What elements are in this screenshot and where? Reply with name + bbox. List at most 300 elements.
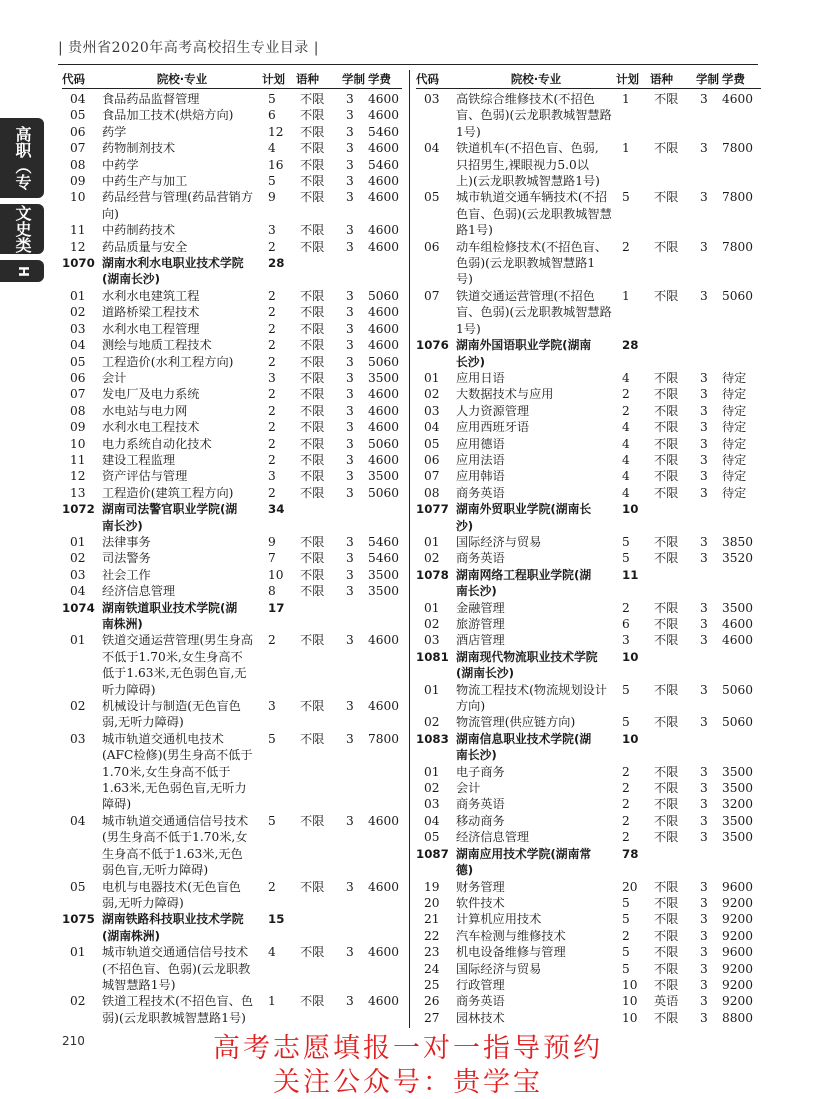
code-cell: 05 — [70, 879, 86, 894]
code-cell: 03 — [424, 633, 440, 648]
lang-cell: 不限 — [300, 452, 325, 467]
fee-cell: 4600 — [368, 338, 400, 353]
code-cell: 05 — [424, 190, 440, 205]
name-cell: 药品质量与安全 — [102, 239, 188, 254]
plan-cell: 5 — [268, 92, 276, 106]
major-row — [416, 977, 761, 993]
lang-cell: 不限 — [654, 961, 679, 976]
code-cell: 19 — [424, 879, 440, 894]
fee-cell: 3500 — [368, 584, 400, 599]
plan-cell: 2 — [268, 288, 276, 303]
fee-cell: 4600 — [368, 879, 400, 894]
duration-cell: 3 — [700, 781, 708, 796]
duration-cell: 3 — [346, 174, 354, 189]
code-cell: 01 — [424, 764, 440, 779]
lang-cell: 不限 — [300, 387, 325, 402]
duration-cell: 3 — [700, 764, 708, 779]
plan-cell: 2 — [622, 928, 630, 943]
name-cell: 药学 — [102, 124, 127, 139]
plan-cell: 5 — [622, 682, 630, 697]
plan-cell: 3 — [268, 699, 276, 714]
lang-cell: 不限 — [300, 141, 325, 156]
major-row — [62, 288, 402, 304]
plan-cell: 1 — [622, 92, 630, 106]
name-cell: 行政管理 — [456, 977, 505, 992]
major-row — [62, 698, 402, 731]
header-title: 贵州省2020年高考高校招生专业目录 — [68, 40, 309, 56]
major-row — [416, 419, 761, 435]
duration-cell — [696, 649, 722, 682]
code-cell: 09 — [70, 420, 86, 435]
major-row — [416, 879, 761, 895]
plan-cell: 9 — [268, 190, 276, 205]
duration-cell: 3 — [346, 141, 354, 156]
plan-cell: 10 — [268, 567, 284, 582]
major-row — [416, 600, 761, 616]
major-row — [416, 370, 761, 386]
code-cell: 05 — [424, 830, 440, 845]
major-row — [416, 895, 761, 911]
name-cell: 食品加工技术(烘焙方向) — [102, 108, 234, 123]
name-cell: 城市轨道交通机电技术 (AFC检修)(男生身高不低于 1.70米,女生身高不低于 1.63米,无色弱色盲,无听力 障碍) — [102, 731, 253, 812]
plan-cell: 3 — [268, 469, 276, 484]
major-row — [416, 928, 761, 944]
major-row — [62, 107, 402, 123]
code-cell: 07 — [70, 387, 86, 402]
plan-cell: 2 — [622, 403, 630, 418]
plan-cell: 1 — [268, 994, 276, 1009]
name-cell: 商务英语 — [456, 797, 505, 812]
name-cell: 水利水电工程技术 — [102, 420, 200, 435]
header-code: 代码 — [416, 72, 439, 86]
name-cell: 湖南水利水电职业技术学院 (湖南长沙) — [102, 256, 244, 287]
fee-cell: 9200 — [722, 977, 754, 992]
duration-cell: 3 — [700, 633, 708, 648]
duration-cell: 3 — [346, 551, 354, 566]
lang-cell: 不限 — [654, 682, 679, 697]
name-cell: 司法警务 — [102, 551, 151, 566]
duration-cell: 3 — [346, 338, 354, 353]
major-row — [416, 829, 761, 845]
plan-cell: 34 — [268, 502, 285, 517]
plan-cell: 4 — [622, 436, 630, 451]
header-lang: 语种 — [296, 72, 319, 86]
major-row — [416, 780, 761, 796]
major-row — [416, 616, 761, 632]
plan-cell: 4 — [622, 370, 630, 385]
plan-cell: 2 — [268, 403, 276, 418]
plan-cell: 6 — [268, 108, 276, 123]
fee-cell: 4600 — [722, 617, 754, 631]
lang-cell: 不限 — [300, 485, 325, 500]
lang-cell — [650, 501, 696, 534]
code-cell: 23 — [424, 945, 440, 960]
fee-cell: 5060 — [722, 682, 754, 697]
major-row — [416, 550, 761, 566]
fee-cell: 4600 — [368, 945, 400, 960]
lang-cell — [650, 846, 696, 879]
header-lang: 语种 — [650, 72, 673, 86]
fee-cell: 5460 — [368, 124, 400, 139]
lang-cell: 不限 — [300, 420, 325, 435]
right-column-header — [416, 70, 761, 89]
fee-cell: 9200 — [722, 928, 754, 943]
name-cell: 铁道交通运营管理(男生身高 不低于1.70米,女生身高不 低于1.63米,无色弱色盲,无 听力障碍) — [102, 633, 254, 697]
major-row — [416, 961, 761, 977]
fee-cell: 4600 — [368, 223, 400, 238]
major-row — [416, 993, 761, 1009]
code-cell: 1077 — [416, 502, 449, 517]
code-cell: 1083 — [416, 731, 449, 746]
major-row — [416, 239, 761, 288]
code-cell: 04 — [70, 584, 86, 599]
plan-cell: 2 — [622, 781, 630, 796]
fee-cell — [368, 911, 402, 944]
duration-cell: 3 — [346, 452, 354, 467]
major-row — [62, 189, 402, 222]
code-cell: 07 — [70, 141, 86, 156]
name-cell: 城市轨道交通通信信号技术 (男生身高不低于1.70米,女 生身高不低于1.63米,无色 弱色盲,无听力障碍) — [102, 813, 249, 878]
lang-cell: 不限 — [654, 977, 679, 992]
major-row — [62, 354, 402, 370]
fee-cell: 7800 — [368, 731, 400, 746]
name-cell: 旅游管理 — [456, 617, 505, 631]
school-row — [416, 731, 761, 764]
duration-cell: 3 — [346, 731, 354, 746]
name-cell: 铁道机车(不招色盲、色弱, 只招男生,裸眼视力5.0以 上)(云龙职教城智慧路1号) — [456, 141, 600, 189]
code-cell: 13 — [70, 485, 86, 500]
fee-cell: 3500 — [368, 370, 400, 385]
fee-cell: 4600 — [368, 305, 400, 320]
duration-cell: 3 — [346, 567, 354, 582]
lang-cell: 不限 — [654, 715, 679, 730]
name-cell: 国际经济与贸易 — [456, 534, 542, 549]
name-cell: 食品药品监督管理 — [102, 92, 200, 106]
lang-cell: 不限 — [300, 370, 325, 385]
code-cell: 05 — [424, 436, 440, 451]
plan-cell: 16 — [268, 157, 284, 172]
major-row — [62, 567, 402, 583]
code-cell: 04 — [70, 92, 86, 106]
plan-cell: 3 — [268, 223, 276, 238]
fee-cell: 待定 — [722, 387, 747, 402]
left-column-header — [62, 70, 402, 89]
duration-cell: 3 — [346, 403, 354, 418]
fee-cell: 4600 — [368, 699, 400, 714]
plan-cell: 5 — [268, 813, 276, 828]
fee-cell: 7800 — [722, 190, 754, 205]
lang-cell: 不限 — [654, 813, 679, 828]
name-cell: 法律事务 — [102, 534, 151, 549]
fee-cell: 5060 — [722, 288, 754, 303]
code-cell: 1076 — [416, 338, 449, 353]
duration-cell: 3 — [700, 797, 708, 812]
name-cell: 经济信息管理 — [102, 584, 176, 599]
duration-cell — [696, 501, 722, 534]
right-column — [416, 70, 761, 1026]
name-cell: 社会工作 — [102, 567, 151, 582]
duration-cell: 3 — [700, 141, 708, 156]
duration-cell: 3 — [700, 961, 708, 976]
fee-cell: 4600 — [368, 813, 400, 828]
code-cell: 01 — [424, 370, 440, 385]
school-row — [416, 649, 761, 682]
major-row — [416, 534, 761, 550]
fee-cell: 3500 — [368, 469, 400, 484]
code-cell: 02 — [424, 715, 440, 730]
plan-cell: 17 — [268, 600, 285, 615]
code-cell: 02 — [70, 551, 86, 566]
duration-cell: 3 — [700, 912, 708, 927]
code-cell: 01 — [70, 945, 86, 960]
plan-cell: 2 — [268, 879, 276, 894]
side-tab-level: 高职（专 — [0, 118, 44, 198]
plan-cell: 4 — [268, 945, 276, 960]
duration-cell: 3 — [700, 928, 708, 943]
duration-cell: 3 — [700, 485, 708, 500]
name-cell: 软件技术 — [456, 895, 505, 910]
code-cell: 11 — [70, 223, 86, 238]
lang-cell: 不限 — [300, 584, 325, 599]
code-cell: 08 — [424, 485, 440, 500]
name-cell: 铁道交通运营管理(不招色 盲、色弱)(云龙职教城智慧路 1号) — [456, 288, 612, 336]
name-cell: 大数据技术与应用 — [456, 387, 554, 402]
major-row — [62, 403, 402, 419]
plan-cell: 2 — [268, 305, 276, 320]
major-row — [416, 386, 761, 402]
fee-cell: 3500 — [722, 813, 754, 828]
major-row — [62, 485, 402, 501]
code-cell: 02 — [424, 617, 440, 631]
major-row — [416, 796, 761, 812]
major-row — [62, 583, 402, 599]
plan-cell: 5 — [622, 945, 630, 960]
plan-cell: 4 — [622, 485, 630, 500]
name-cell: 汽车检测与维修技术 — [456, 928, 566, 943]
name-cell: 药品经营与管理(药品营销方 向) — [102, 190, 254, 221]
name-cell: 水利水电工程管理 — [102, 321, 200, 336]
name-cell: 人力资源管理 — [456, 403, 530, 418]
plan-cell: 2 — [622, 830, 630, 845]
duration-cell: 3 — [346, 945, 354, 960]
duration-cell — [696, 567, 722, 600]
plan-cell: 7 — [268, 551, 276, 566]
code-cell: 06 — [424, 452, 440, 467]
duration-cell: 3 — [346, 813, 354, 828]
code-cell: 07 — [424, 469, 440, 484]
plan-cell: 2 — [268, 452, 276, 467]
code-cell: 02 — [70, 994, 86, 1009]
fee-cell — [722, 731, 756, 764]
plan-cell: 9 — [268, 534, 276, 549]
header-name: 院校·专业 — [510, 72, 562, 86]
major-row — [416, 403, 761, 419]
lang-cell: 不限 — [300, 436, 325, 451]
fee-cell: 9200 — [722, 895, 754, 910]
duration-cell: 3 — [346, 534, 354, 549]
fee-cell: 5060 — [368, 436, 400, 451]
name-cell: 水利水电建筑工程 — [102, 288, 200, 303]
name-cell: 应用韩语 — [456, 469, 505, 484]
plan-cell: 4 — [622, 452, 630, 467]
name-cell: 移动商务 — [456, 813, 505, 828]
code-cell: 03 — [70, 321, 86, 336]
lang-cell: 不限 — [654, 141, 679, 156]
header-fee: 学费 — [368, 72, 391, 86]
name-cell: 湖南应用技术学院(湖南常 德) — [456, 846, 592, 878]
duration-cell — [342, 911, 368, 944]
major-row — [62, 239, 402, 255]
fee-cell: 3520 — [722, 551, 754, 566]
name-cell: 湖南铁道职业技术学院(湖 南株洲) — [102, 600, 238, 631]
name-cell: 道路桥梁工程技术 — [102, 305, 200, 320]
major-row — [62, 386, 402, 402]
lang-cell: 不限 — [654, 928, 679, 943]
lang-cell — [296, 501, 342, 534]
fee-cell — [368, 255, 402, 288]
duration-cell: 3 — [346, 370, 354, 385]
major-row — [62, 337, 402, 353]
lang-cell: 英语 — [654, 994, 679, 1009]
duration-cell: 3 — [346, 157, 354, 172]
fee-cell: 4600 — [368, 994, 400, 1009]
right-rows — [416, 91, 761, 1026]
duration-cell: 3 — [346, 190, 354, 205]
code-cell: 03 — [70, 567, 86, 582]
code-cell: 02 — [424, 781, 440, 796]
code-cell: 04 — [424, 813, 440, 828]
code-cell: 08 — [70, 157, 86, 172]
fee-cell — [368, 600, 402, 633]
lang-cell: 不限 — [654, 190, 679, 205]
code-cell: 06 — [70, 370, 86, 385]
major-row — [62, 452, 402, 468]
name-cell: 湖南信息职业技术学院(湖 南长沙) — [456, 731, 592, 763]
code-cell: 24 — [424, 961, 440, 976]
code-cell: 02 — [424, 387, 440, 402]
major-row — [62, 173, 402, 189]
lang-cell: 不限 — [300, 239, 325, 254]
duration-cell: 3 — [700, 994, 708, 1009]
name-cell: 电子商务 — [456, 764, 505, 779]
code-cell: 06 — [70, 124, 86, 139]
duration-cell: 3 — [700, 387, 708, 402]
major-row — [416, 764, 761, 780]
code-cell: 21 — [424, 912, 440, 927]
code-cell: 02 — [70, 699, 86, 714]
major-row — [62, 370, 402, 386]
code-cell: 03 — [424, 797, 440, 812]
duration-cell: 3 — [700, 895, 708, 910]
name-cell: 湖南网络工程职业学院(湖 南长沙) — [456, 567, 592, 599]
fee-cell — [722, 846, 756, 879]
duration-cell — [696, 337, 722, 370]
code-cell: 01 — [424, 534, 440, 549]
plan-cell: 6 — [622, 617, 630, 631]
fee-cell: 9200 — [722, 994, 754, 1009]
duration-cell: 3 — [346, 469, 354, 484]
major-row — [416, 1010, 761, 1026]
duration-cell: 3 — [346, 699, 354, 714]
plan-cell: 2 — [268, 354, 276, 369]
fee-cell: 3850 — [722, 534, 754, 549]
fee-cell: 5060 — [368, 485, 400, 500]
name-cell: 计算机应用技术 — [456, 912, 542, 927]
code-cell: 12 — [70, 239, 86, 254]
left-column — [62, 70, 402, 1026]
name-cell: 湖南现代物流职业技术学院 (湖南长沙) — [456, 649, 598, 681]
fee-cell: 9600 — [722, 879, 754, 894]
lang-cell: 不限 — [654, 534, 679, 549]
fee-cell: 4600 — [368, 633, 400, 648]
fee-cell: 3500 — [722, 764, 754, 779]
duration-cell — [696, 731, 722, 764]
name-cell: 资产评估与管理 — [102, 469, 188, 484]
lang-cell: 不限 — [300, 731, 325, 746]
lang-cell: 不限 — [300, 157, 325, 172]
lang-cell: 不限 — [654, 420, 679, 435]
plan-cell: 3 — [268, 370, 276, 385]
lang-cell: 不限 — [300, 567, 325, 582]
fee-cell: 4600 — [722, 633, 754, 648]
fee-cell: 8800 — [722, 1010, 754, 1025]
name-cell: 商务英语 — [456, 994, 505, 1009]
code-cell: 03 — [424, 92, 440, 106]
major-row — [62, 731, 402, 813]
name-cell: 物流管理(供应链方向) — [456, 715, 576, 730]
major-row — [62, 550, 402, 566]
plan-cell: 5 — [622, 961, 630, 976]
lang-cell: 不限 — [654, 633, 679, 648]
name-cell: 中药制药技术 — [102, 223, 176, 238]
plan-cell: 10 — [622, 994, 638, 1009]
plan-cell: 2 — [268, 387, 276, 402]
major-row — [62, 436, 402, 452]
plan-cell: 3 — [622, 633, 630, 648]
name-cell: 商务英语 — [456, 551, 505, 566]
duration-cell: 3 — [346, 321, 354, 336]
major-row — [416, 452, 761, 468]
code-cell: 03 — [70, 731, 86, 746]
fee-cell: 3200 — [722, 797, 754, 812]
code-cell: 05 — [70, 108, 86, 123]
name-cell: 湖南司法警官职业学院(湖 南长沙) — [102, 502, 238, 533]
name-cell: 测绘与地质工程技术 — [102, 338, 212, 353]
fee-cell: 4600 — [368, 174, 400, 189]
school-row — [62, 501, 402, 534]
plan-cell: 10 — [622, 1010, 638, 1025]
lang-cell: 不限 — [654, 879, 679, 894]
plan-cell: 1 — [622, 141, 630, 156]
duration-cell: 3 — [700, 830, 708, 845]
code-cell: 09 — [70, 174, 86, 189]
duration-cell: 3 — [346, 436, 354, 451]
name-cell: 机电设备维修与管理 — [456, 945, 566, 960]
fee-cell: 待定 — [722, 469, 747, 484]
plan-cell: 5 — [268, 174, 276, 189]
plan-cell: 1 — [622, 288, 630, 303]
duration-cell: 3 — [346, 92, 354, 106]
lang-cell: 不限 — [654, 403, 679, 418]
major-row — [416, 682, 761, 715]
fee-cell — [722, 501, 756, 534]
lang-cell: 不限 — [654, 945, 679, 960]
major-row — [416, 288, 761, 337]
plan-cell: 2 — [622, 797, 630, 812]
lang-cell: 不限 — [300, 354, 325, 369]
major-row — [62, 813, 402, 879]
fee-cell: 9600 — [722, 945, 754, 960]
